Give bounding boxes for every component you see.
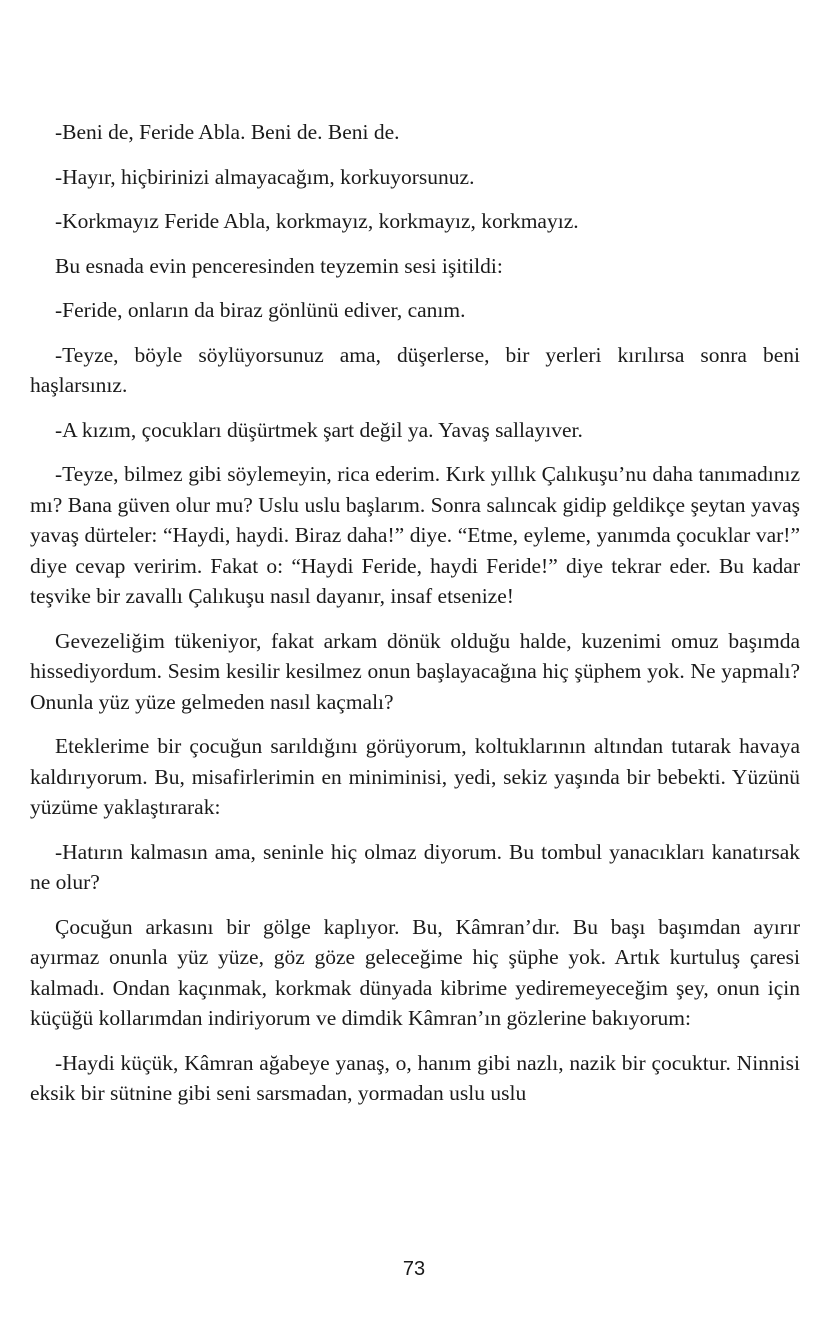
paragraph: -Hayır, hiçbirinizi almayacağım, korkuyorsunuz.	[55, 164, 475, 189]
paragraph: -Hatırın kalmasın ama, seninle hiç olmaz diyorum. Bu tombul yanacıkları kanatırsak ne olur?	[30, 839, 800, 894]
paragraph: -Beni de, Feride Abla. Beni de. Beni de.	[55, 120, 400, 144]
paragraph: Eteklerime bir çocuğun sarıldığını görüyorum, koltuklarının altından tutarak havaya kaldırıyorum. Bu, misafirlerimin en miniminisi, yedi, sekiz yaşında bir bebekti. Yüzünü yüzüme yaklaştırarak:	[30, 734, 800, 819]
paragraph: -Teyze, bilmez gibi söylemeyin, rica ederim. Kırk yıllık Çalıkuşu’nu daha tanımadınız mı? Bana güven olur mu? Uslu uslu başlarım. Sonra salıncak gidip geldikçe şeytan yavaş yavaş dürteler: “Haydi, haydi. Biraz daha!” diye. “Etme, eyleme, yanımda çocuklar var!” diye cevap veririm. Fakat o: “Haydi Feride, haydi Feride!” diye tekrar eder. Bu kadar teşvike bir zavallı Çalıkuşu nasıl dayanır, insaf etsenize!	[30, 462, 800, 608]
paragraph: -A kızım, çocukları düşürtmek şart değil ya. Yavaş sallayıver.	[55, 417, 583, 442]
paragraph: -Korkmayız Feride Abla, korkmayız, korkmayız, korkmayız.	[55, 209, 579, 233]
paragraph: -Haydi küçük, Kâmran ağabeye yanaş, o, hanım gibi nazlı, nazik bir çocuktur. Ninnisi eksik bir sütnine gibi seni sarsmadan, yormadan uslu uslu	[30, 1050, 800, 1105]
paragraph: -Feride, onların da biraz gönlünü ediver, canım.	[55, 298, 466, 322]
paragraph: -Teyze, böyle söylüyorsunuz ama, düşerlerse, bir yerleri kırılırsa sonra beni haşlarsınız.	[30, 342, 800, 397]
page-body-text	[30, 117, 800, 1123]
page-number: 73	[402, 1258, 426, 1280]
paragraph: Bu esnada evin penceresinden teyzemin sesi işitildi:	[55, 253, 503, 278]
paragraph: Gevezeliğim tükeniyor, fakat arkam dönük olduğu halde, kuzenimi omuz başımda hissediyordum. Sesim kesilir kesilmez onun başlayacağına hiç şüphem yok. Ne yapmalı? Onunla yüz yüze gelmeden nasıl kaçmalı?	[30, 628, 800, 714]
paragraph: Çocuğun arkasını bir gölge kaplıyor. Bu, Kâmran’dır. Bu başı başımdan ayırır ayırmaz onunla yüz yüze, göz göze geleceğime hiç şüphe yok. Artık kurtuluş çaresi kalmadı. Ondan kaçınmak, korkmak dünyada kibrime yediremeyeceğim şey, onun için küçüğü kollarımdan indiriyorum ve dimdik Kâmran’ın gözlerine bakıyorum:	[30, 914, 800, 1030]
